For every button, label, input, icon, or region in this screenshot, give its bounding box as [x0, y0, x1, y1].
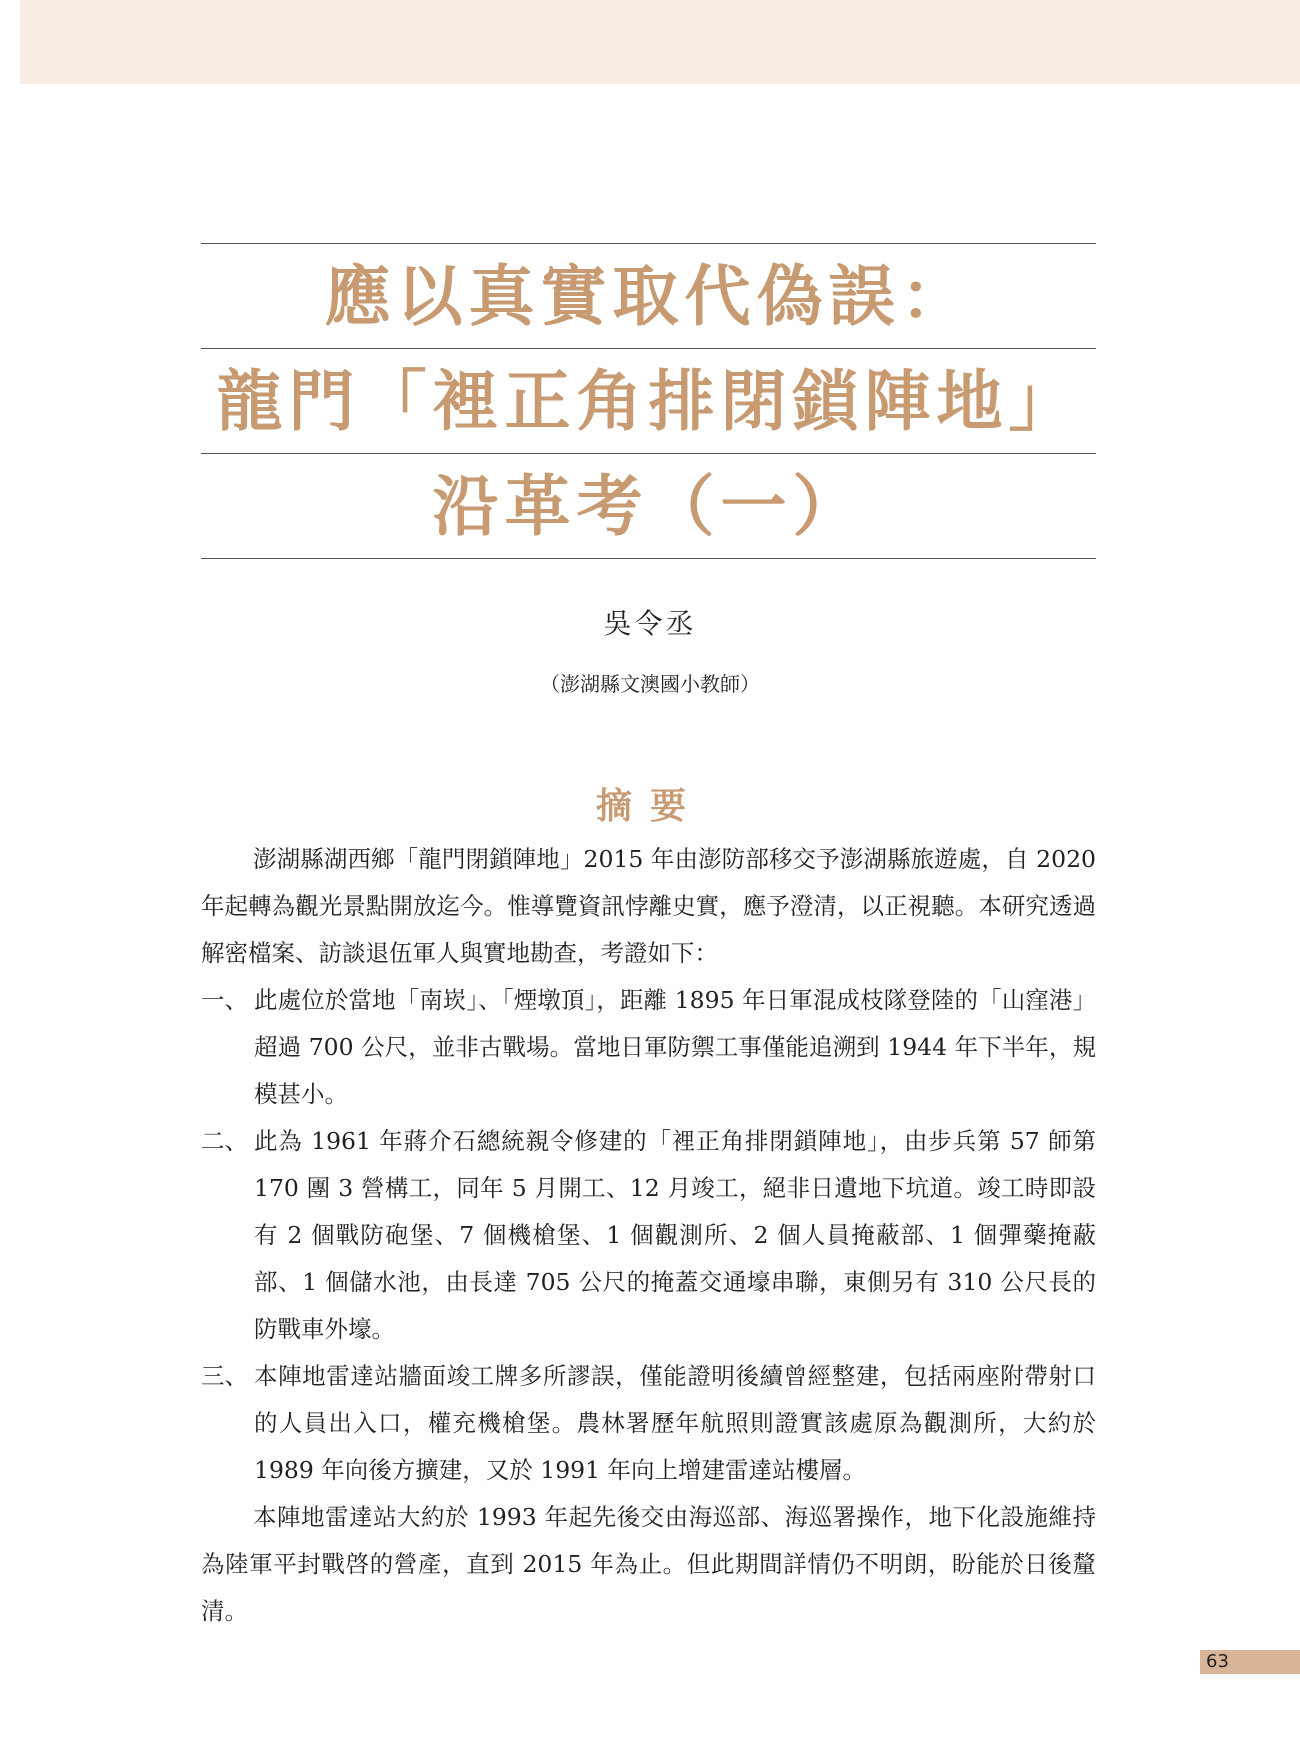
header-band [20, 0, 1300, 84]
author-name: 吳令丞 [603, 607, 697, 640]
abstract-intro: 澎湖縣湖西鄉「龍門閉鎖陣地」2015 年由澎防部移交予澎湖縣旅遊處，自 2020 年起轉為觀光景點開放迄今。惟導覽資訊悖離史實，應予澄清，以正視聽。本研究透過解密檔案、訪談退伍軍人與實地勘查，考證如下： [201, 845, 1096, 967]
title-line-2: 龍門「裡正角排閉鎖陣地」 [201, 348, 1096, 453]
finding-text: 此處位於當地「南崁」、「煙墩頂」，距離 1895 年日軍混成枝隊登陸的「山窪港」超過 700 公尺，並非古戰場。當地日軍防禦工事僅能追溯到 1944 年下半年，規模甚小。 [254, 986, 1096, 1108]
finding-number: 二、 [201, 1127, 248, 1155]
finding-number: 一、 [201, 986, 248, 1014]
finding-item-1 [201, 977, 1096, 1118]
title-line-3: 沿革考（一） [201, 453, 1096, 559]
author-affiliation: （澎湖縣文澳國小教師） [540, 672, 760, 696]
finding-text: 此為 1961 年蔣介石總統親令修建的「裡正角排閉鎖陣地」，由步兵第 57 師第 170 團 3 營構工，同年 5 月開工、12 月竣工，絕非日遺地下坑道。竣工時即設有 2 個戰防砲堡、7 個機槍堡、1 個觀測所、2 個人員掩蔽部、1 個彈藥掩蔽部、1 個儲水池，由長達 705 公尺的掩蓋交通壕串聯，東側另有 310 公尺長的防戰車外壕。 [254, 1127, 1096, 1343]
finding-item-2 [201, 1118, 1096, 1353]
abstract-closing: 本陣地雷達站大約於 1993 年起先後交由海巡部、海巡署操作，地下化設施維持為陸軍平封戰啓的營產，直到 2015 年為止。但此期間詳情仍不明朗，盼能於日後釐清。 [201, 1503, 1096, 1625]
article-title [201, 243, 1096, 559]
abstract-heading: 摘要 [595, 785, 704, 827]
abstract-body [201, 836, 1096, 1635]
page-number: 63 [1206, 1651, 1229, 1672]
finding-number: 三、 [201, 1362, 248, 1390]
title-line-1: 應以真實取代偽誤： [201, 243, 1096, 348]
finding-item-3 [201, 1353, 1096, 1494]
finding-text: 本陣地雷達站牆面竣工牌多所謬誤，僅能證明後續曾經整建，包括兩座附帶射口的人員出入口，權充機槍堡。農林署歷年航照則證實該處原為觀測所，大約於 1989 年向後方擴建，又於 1991 年向上增建雷達站樓層。 [254, 1362, 1096, 1484]
